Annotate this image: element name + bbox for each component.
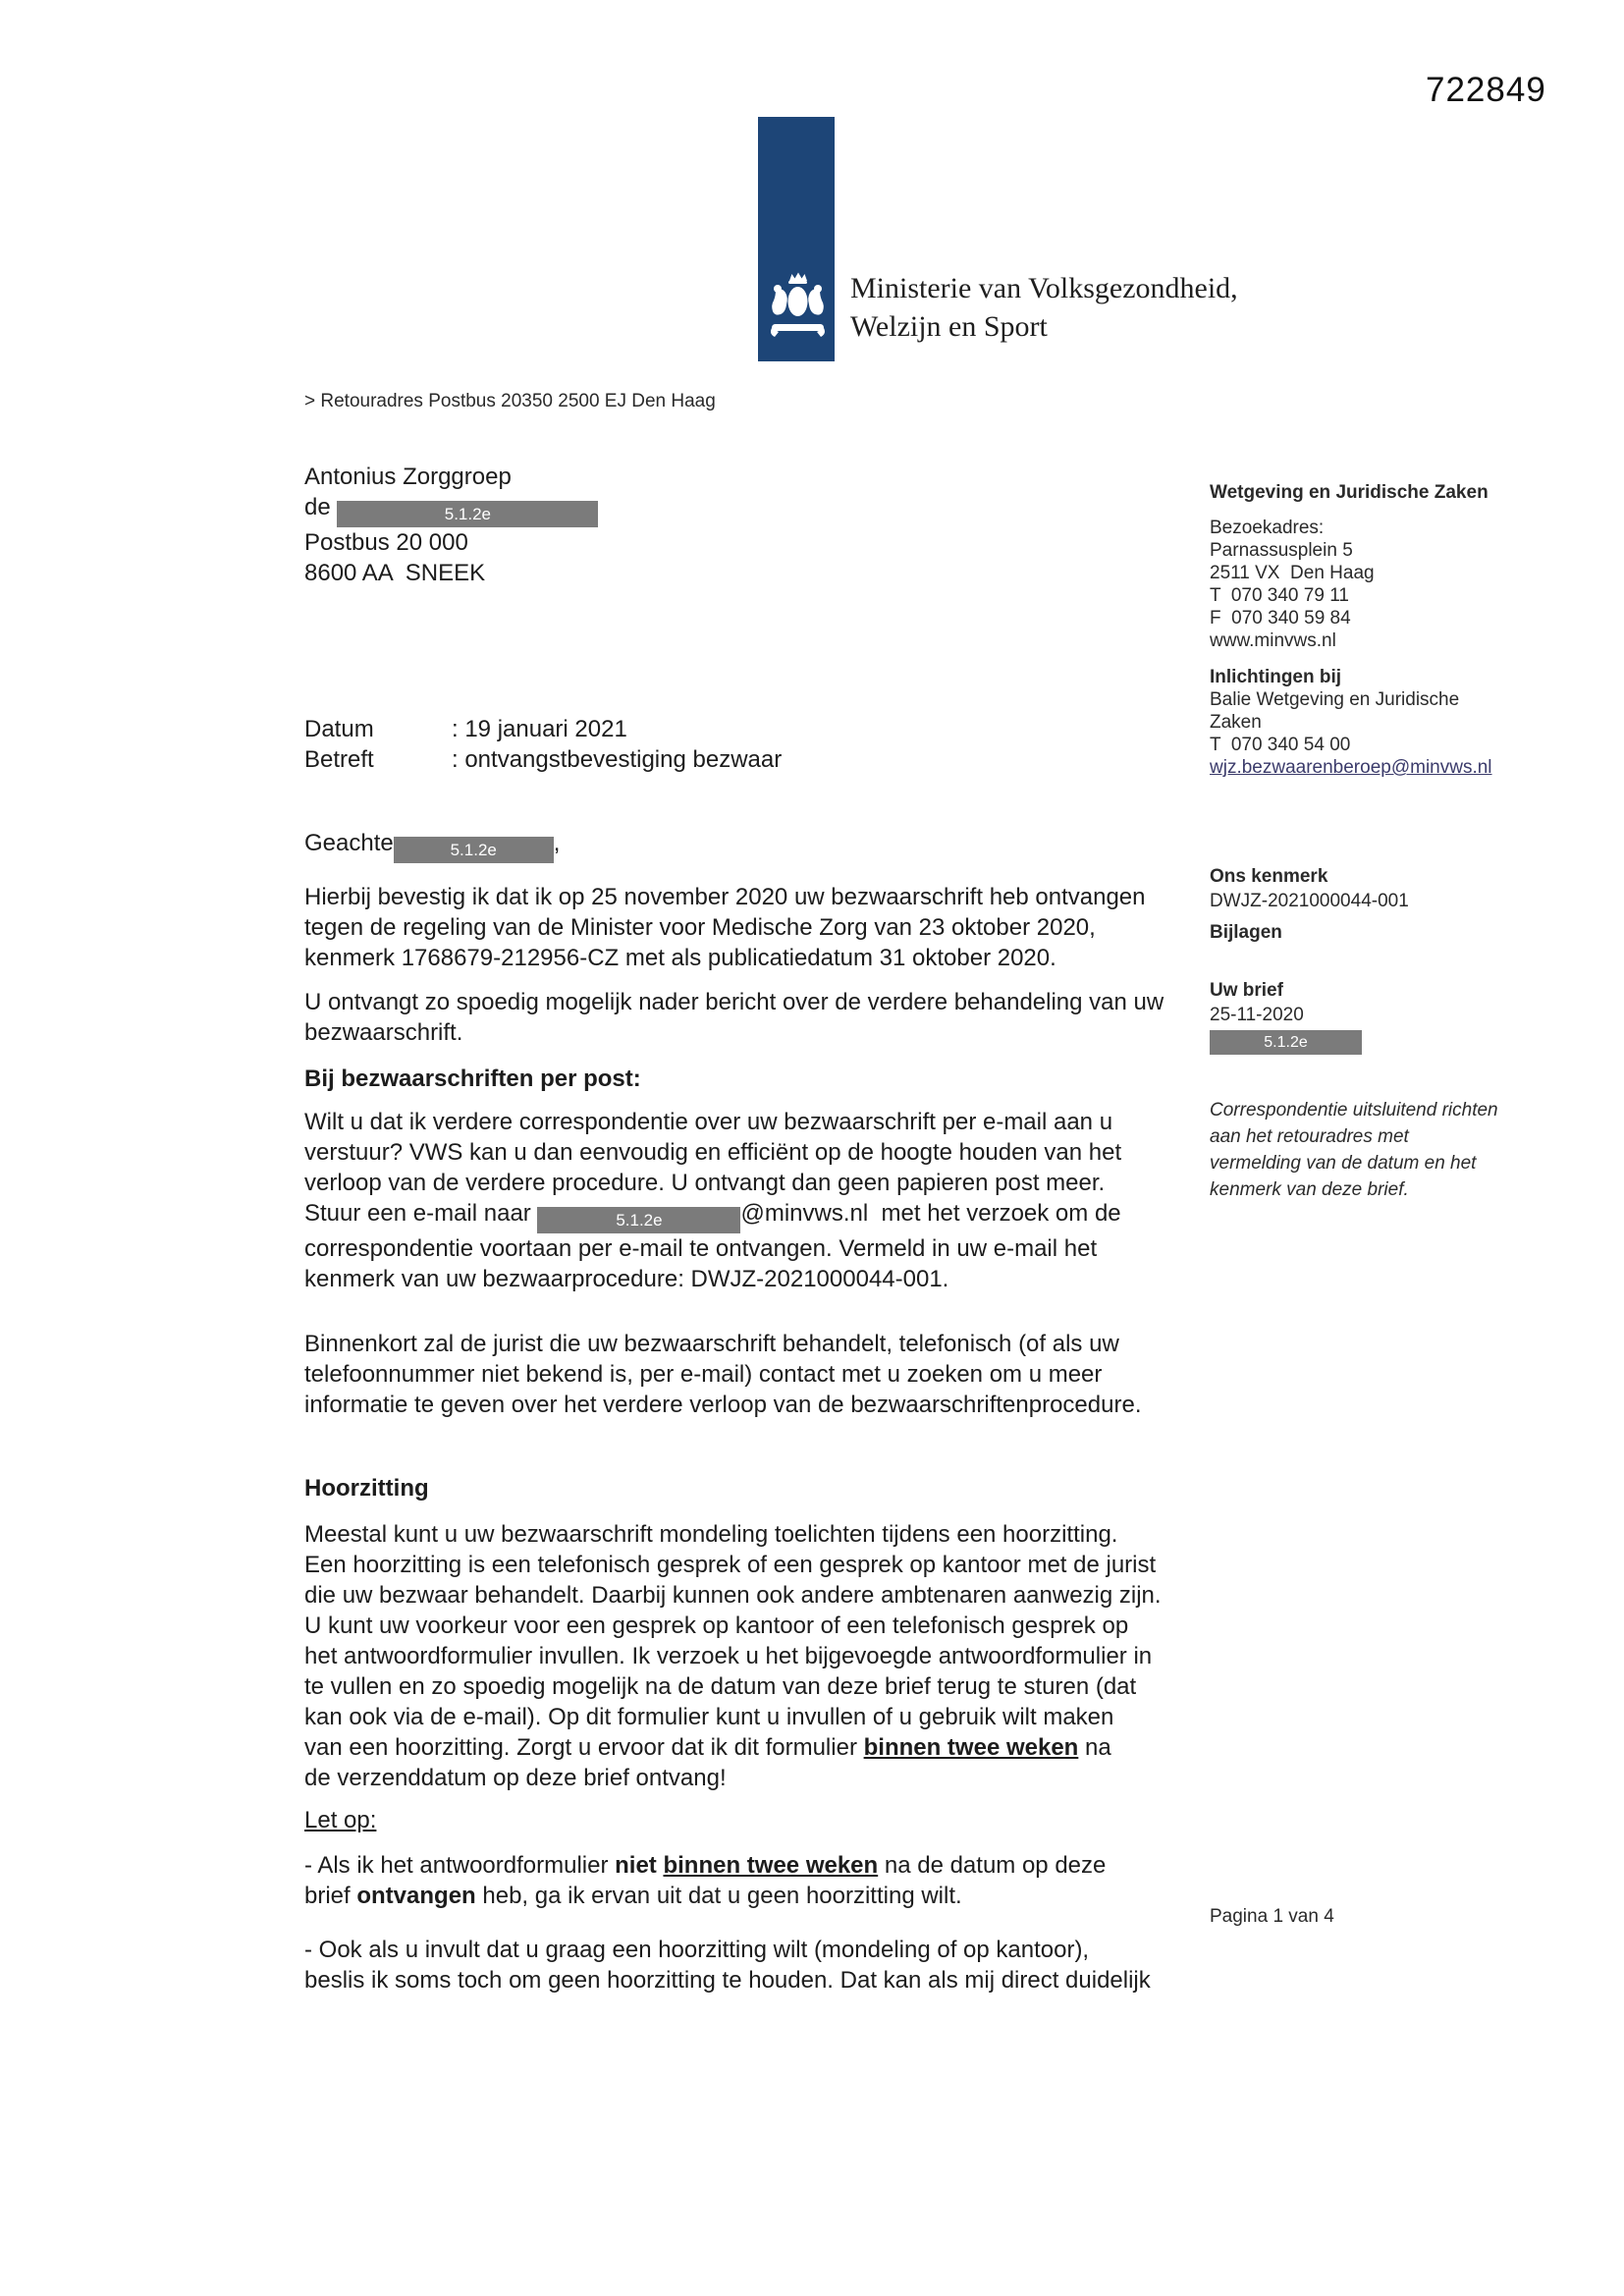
ministry-name-line2: Welzijn en Sport	[850, 310, 1048, 343]
block-para-hoorzitting	[304, 1519, 1193, 1793]
text-segment: : 19 januari 2021	[452, 716, 627, 742]
block-para-bevestiging	[304, 882, 1193, 973]
text-segment: binnen twee weken	[663, 1852, 879, 1879]
text-segment: Geachte	[304, 830, 394, 856]
text-segment: Hoorzitting	[304, 1475, 429, 1502]
text-segment: Hierbij bevestig ik dat ik op 25 november 2020 uw bezwaarschrift heb ontvangen	[304, 884, 1146, 910]
block-letop	[304, 1805, 1193, 1835]
text-segment: Een hoorzitting is een telefonisch gesprek of een gesprek op kantoor met de jurist	[304, 1552, 1157, 1578]
text-segment: vermelding van de datum en het	[1210, 1153, 1477, 1174]
text-segment: verstuur? VWS kan u dan eenvoudig en efficiënt op de hoogte houden van het	[304, 1139, 1122, 1166]
block-afdeling	[1210, 481, 1509, 652]
text-segment: 2511 VX Den Haag	[1210, 563, 1375, 583]
text-segment: Wilt u dat ik verdere correspondentie over uw bezwaarschrift per e-mail aan u	[304, 1109, 1113, 1135]
text-segment: kenmerk 1768679-212956-CZ met als publicatiedatum 31 oktober 2020.	[304, 945, 1056, 971]
text-segment: ontvangen	[356, 1883, 476, 1909]
ministry-name	[850, 269, 1238, 346]
letter-body	[304, 390, 1193, 1995]
text-segment: ,	[553, 830, 561, 856]
text-segment: het antwoordformulier invullen. Ik verzoek u het bijgevoegde antwoordformulier in	[304, 1643, 1153, 1669]
block-para-bericht	[304, 987, 1193, 1048]
block-para-jurist	[304, 1329, 1193, 1420]
block-heading-post	[304, 1064, 1193, 1094]
text-segment: brief	[304, 1883, 357, 1909]
block-bullet-niet-ontvangen	[304, 1850, 1193, 1911]
text-segment: Antonius Zorggroep	[304, 464, 512, 490]
text-segment: Wetgeving en Juridische Zaken	[1210, 482, 1489, 503]
text-segment: 25-11-2020	[1210, 1005, 1304, 1025]
text-segment: F 070 340 59 84	[1210, 608, 1351, 629]
block-uw-brief	[1210, 979, 1509, 1055]
text-segment: Uw brief	[1210, 980, 1283, 1001]
text-segment: van een hoorzitting. Zorgt u ervoor dat ik dit formulier	[304, 1734, 864, 1761]
text-segment: de verzenddatum op deze brief ontvang!	[304, 1765, 727, 1791]
text-segment: U ontvangt zo spoedig mogelijk nader bericht over de verdere behandeling van uw	[304, 989, 1164, 1015]
block-meta	[304, 714, 1193, 775]
redaction-box: 5.1.2e	[337, 501, 598, 527]
block-bijlagen	[1210, 921, 1509, 944]
text-segment: Meestal kunt u uw bezwaarschrift mondeling toelichten tijdens een hoorzitting.	[304, 1521, 1118, 1548]
text-segment: Betreft	[304, 746, 374, 773]
text-segment: kan ook via de e-mail). Op dit formulier kunt u invullen of u gebruik wilt maken	[304, 1704, 1114, 1730]
text-segment: telefoonnummer niet bekend is, per e-mail) contact met u zoeken om u meer	[304, 1361, 1103, 1388]
text-segment: Postbus 20 000	[304, 529, 468, 556]
block-heading-hoorzitting	[304, 1473, 1193, 1503]
text-segment: tegen de regeling van de Minister voor Medische Zorg van 23 oktober 2020,	[304, 914, 1096, 941]
text-segment: de	[304, 494, 338, 520]
block-bullet-toch-geen	[304, 1935, 1193, 1995]
text-segment: kenmerk van uw bezwaarprocedure: DWJZ-2021000044-001.	[304, 1266, 949, 1292]
text-segment: > Retouradres Postbus 20350 2500 EJ Den Haag	[304, 391, 716, 411]
block-ons-kenmerk	[1210, 865, 1509, 912]
text-segment: verloop van de verdere procedure. U ontvangt dan geen papieren post meer.	[304, 1170, 1106, 1196]
text-segment: : ontvangstbevestiging bezwaar	[452, 746, 783, 773]
text-segment: Binnenkort zal de jurist die uw bezwaarschrift behandelt, telefonisch (of als uw	[304, 1331, 1119, 1357]
text-segment: heb, ga ik ervan uit dat u geen hoorzitting wilt.	[475, 1883, 962, 1909]
text-segment: beslis ik soms toch om geen hoorzitting te houden. Dat kan als mij direct duidelijk	[304, 1967, 1151, 1994]
text-segment: informatie te geven over het verdere verloop van de bezwaarschriftenprocedure.	[304, 1392, 1142, 1418]
text-segment: Ons kenmerk	[1210, 866, 1328, 887]
block-salutation	[304, 828, 1193, 861]
redaction-box: 5.1.2e	[394, 837, 554, 863]
document-number: 722849	[1426, 71, 1546, 109]
text-segment: www.minvws.nl	[1210, 630, 1336, 651]
text-segment: Inlichtingen bij	[1210, 667, 1342, 687]
sidebar	[1210, 481, 1509, 1203]
page-indicator: Pagina 1 van 4	[1210, 1906, 1334, 1927]
rijksoverheid-logo	[758, 117, 835, 361]
text-segment: U kunt uw voorkeur voor een gesprek op kantoor of een telefonisch gesprek op	[304, 1613, 1129, 1639]
text-segment: Stuur een e-mail naar	[304, 1200, 538, 1227]
coat-of-arms-icon	[768, 269, 825, 344]
text-segment: kenmerk van deze brief.	[1210, 1179, 1409, 1200]
text-segment: - Als ik het antwoordformulier	[304, 1852, 616, 1879]
block-para-email	[304, 1107, 1193, 1294]
text-segment: bezwaarschrift.	[304, 1019, 463, 1046]
text-segment: @minvws.nl met het verzoek om de	[740, 1200, 1121, 1227]
block-correspondentie-note	[1210, 1097, 1509, 1203]
text-segment: - Ook als u invult dat u graag een hoorzitting wilt (mondeling of op kantoor),	[304, 1937, 1090, 1963]
text-segment: DWJZ-2021000044-001	[1210, 891, 1409, 911]
text-segment: aan het retouradres met	[1210, 1126, 1409, 1147]
text-segment: Balie Wetgeving en Juridische	[1210, 689, 1460, 710]
text-segment: Datum	[304, 716, 374, 742]
block-inlichtingen	[1210, 666, 1509, 779]
text-segment: T 070 340 54 00	[1210, 735, 1351, 755]
block-recipient	[304, 462, 1193, 588]
text-segment: Bezoekadres:	[1210, 518, 1325, 538]
text-segment: Parnassusplein 5	[1210, 540, 1353, 561]
text-segment: die uw bezwaar behandelt. Daarbij kunnen ook andere ambtenaren aanwezig zijn.	[304, 1582, 1162, 1609]
text-segment: Let op:	[304, 1807, 377, 1833]
text-segment: niet	[615, 1852, 664, 1879]
text-segment: 8600 AA SNEEK	[304, 560, 486, 586]
text-segment: Bij bezwaarschriften per post:	[304, 1066, 641, 1092]
email-link[interactable]: wjz.bezwaarenberoep@minvws.nl	[1210, 757, 1492, 778]
block-retouradres	[304, 390, 1193, 413]
text-segment: Bijlagen	[1210, 922, 1282, 943]
text-segment: te vullen en zo spoedig mogelijk na de datum van deze brief terug te sturen (dat	[304, 1673, 1137, 1700]
text-segment: na	[1078, 1734, 1111, 1761]
ministry-name-line1: Ministerie van Volksgezondheid,	[850, 272, 1238, 304]
redaction-box: 5.1.2e	[537, 1207, 740, 1233]
text-segment: na de datum op deze	[878, 1852, 1107, 1879]
text-segment: Zaken	[1210, 712, 1262, 733]
text-segment: Correspondentie uitsluitend richten	[1210, 1100, 1498, 1121]
text-segment: T 070 340 79 11	[1210, 585, 1349, 606]
text-segment: binnen twee weken	[863, 1734, 1079, 1761]
redaction-box: 5.1.2e	[1210, 1030, 1362, 1055]
text-segment: correspondentie voortaan per e-mail te ontvangen. Vermeld in uw e-mail het	[304, 1235, 1098, 1262]
